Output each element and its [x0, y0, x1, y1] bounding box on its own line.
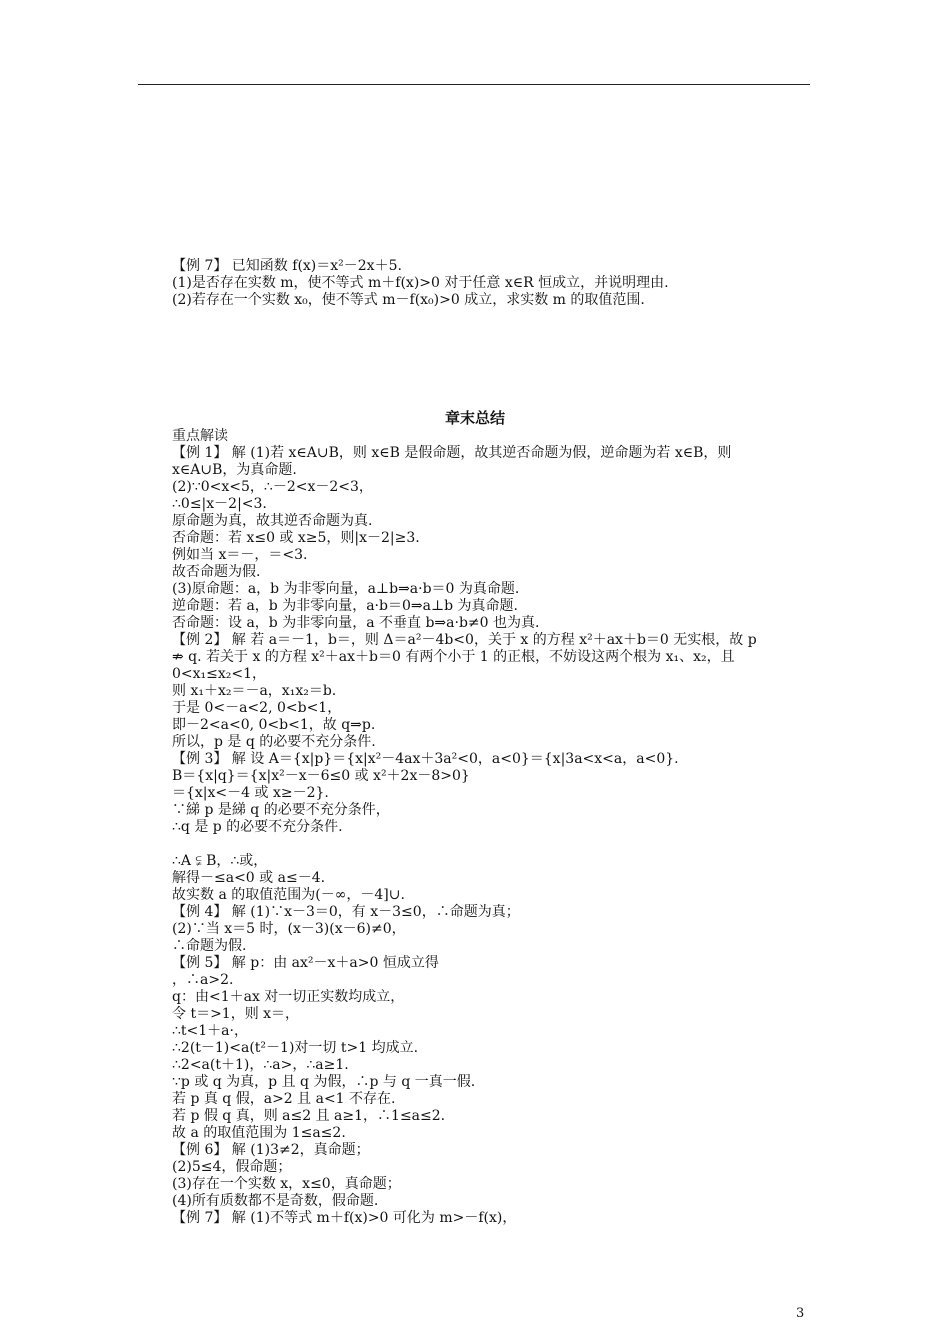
solution-line: (2)5≤4，假命题；	[172, 1159, 292, 1175]
solution-line: 解得－≤a<0 或 a≤－4.	[172, 870, 326, 886]
problem-line: (2)若存在一个实数 x₀，使不等式 m－f(x₀)>0 成立，求实数 m 的取值范围.	[172, 292, 645, 308]
solution-line: ∴q 是 p 的必要不充分条件.	[172, 819, 343, 835]
header-rule	[138, 84, 810, 85]
solution-line: 原命题为真，故其逆否命题为真.	[172, 513, 373, 529]
solution-line: ∴命题为假.	[172, 938, 247, 954]
solution-line: (3)原命题：a，b 为非零向量，a⊥b⇒a·b＝0 为真命题.	[172, 581, 520, 597]
solution-line: 于是 0<－a<2, 0<b<1，	[172, 700, 342, 716]
solution-line: 令 t＝>1，则 x＝，	[172, 1006, 300, 1022]
solution-line: ∴A ⫋ B，∴或，	[172, 853, 268, 869]
solution-line: 0<x₁≤x₂<1，	[172, 666, 267, 682]
solution-line	[172, 836, 814, 853]
solution-line: B＝{x|q}＝{x|x²－x－6≤0 或 x²＋2x－8>0}	[172, 768, 470, 784]
solution-line: ＝{x|x<－4 或 x≥－2}.	[172, 785, 329, 801]
solution-line: 逆命题：若 a，b 为非零向量，a·b＝0⇒a⊥b 为真命题.	[172, 598, 518, 614]
solution-line: ∴2(t－1)<a(t²－1)对一切 t>1 均成立.	[172, 1040, 419, 1056]
solution-line: (2)∵当 x＝5 时，(x－3)(x－6)≠0，	[172, 921, 406, 937]
solution-line: 若 p 假 q 真，则 a≤2 且 a≥1，∴1≤a≤2.	[172, 1108, 446, 1124]
solution-line: 所以，p 是 q 的必要不充分条件.	[172, 734, 376, 750]
solution-line: 【例 7】 解 (1)不等式 m＋f(x)>0 可化为 m>－f(x)，	[172, 1210, 517, 1226]
solution-line: 则 x₁＋x₂＝－a，x₁x₂＝b.	[172, 683, 337, 699]
solution-line: ⇏ q. 若关于 x 的方程 x²＋ax＋b＝0 有两个小于 1 的正根，不妨设这两个根为 x₁、x₂，且	[172, 649, 735, 665]
solution-line: 否命题：若 x≤0 或 x≥5，则|x－2|≥3.	[172, 530, 420, 546]
problem-line: (1)是否存在实数 m，使不等式 m＋f(x)>0 对于任意 x∈R 恒成立，并说明理由.	[172, 275, 669, 291]
solution-line: 故否命题为假.	[172, 564, 261, 580]
section-title: 章末总结	[444, 409, 505, 427]
solution-line: 即－2<a<0, 0<b<1，故 q⇒p.	[172, 717, 376, 733]
solution-line: 【例 4】 解 (1)∵x－3＝0，有 x－3≤0，∴命题为真；	[172, 904, 520, 920]
solution-line: 【例 3】 解 设 A＝{x|p}＝{x|x²－4ax＋3a²<0，a<0}＝{x|3a<x<a，a<0}.	[172, 751, 679, 767]
solution-block	[172, 428, 814, 1227]
solution-line: 故 a 的取值范围为 1≤a≤2.	[172, 1125, 346, 1141]
solution-line: ∴t<1＋a·，	[172, 1023, 248, 1039]
solution-line: (4)所有质数都不是奇数，假命题.	[172, 1193, 379, 1209]
solution-line: ，∴a>2.	[172, 972, 234, 988]
solution-line: ∴2<a(t＋1)，∴a>，∴a≥1.	[172, 1057, 349, 1073]
solution-line: ∵綈 p 是綈 q 的必要不充分条件，	[172, 802, 390, 818]
solution-line: (2)∵0<x<5，∴－2<x－2<3，	[172, 479, 373, 495]
solution-line: 【例 5】 解 p：由 ax²－x＋a>0 恒成立得	[172, 955, 439, 971]
solution-line: 故实数 a 的取值范围为(－∞，－4]∪.	[172, 887, 405, 903]
solution-line: 重点解读	[172, 428, 228, 444]
solution-line: 否命题：设 a，b 为非零向量，a 不垂直 b⇒a·b≠0 也为真.	[172, 615, 540, 631]
solution-line: 若 p 真 q 假，a>2 且 a<1 不存在.	[172, 1091, 396, 1107]
solution-line: x∈A∪B，为真命题.	[172, 462, 297, 478]
problem-line: 【例 7】 已知函数 f(x)＝x²－2x＋5.	[172, 258, 402, 274]
solution-line: q：由<1＋ax 对一切正实数均成立，	[172, 989, 405, 1005]
page-number: 3	[796, 1306, 805, 1321]
solution-line: ∵p 或 q 为真，p 且 q 为假，∴p 与 q 一真一假.	[172, 1074, 476, 1090]
problem-block	[172, 258, 814, 309]
solution-line: 【例 2】 解 若 a＝－1，b＝，则 Δ＝a²－4b<0，关于 x 的方程 x²＋ax＋b＝0 无实根，故 p	[172, 632, 757, 648]
solution-line: ∴0≤|x－2|<3.	[172, 496, 267, 512]
solution-line: (3)存在一个实数 x，x≤0，真命题；	[172, 1176, 401, 1192]
solution-line: 【例 1】 解 (1)若 x∈A∪B，则 x∈B 是假命题，故其逆否命题为假，逆命题为若 x∈B，则	[172, 445, 732, 461]
solution-line: 【例 6】 解 (1)3≠2，真命题；	[172, 1142, 370, 1158]
solution-line: 例如当 x＝－，＝<3.	[172, 547, 308, 563]
